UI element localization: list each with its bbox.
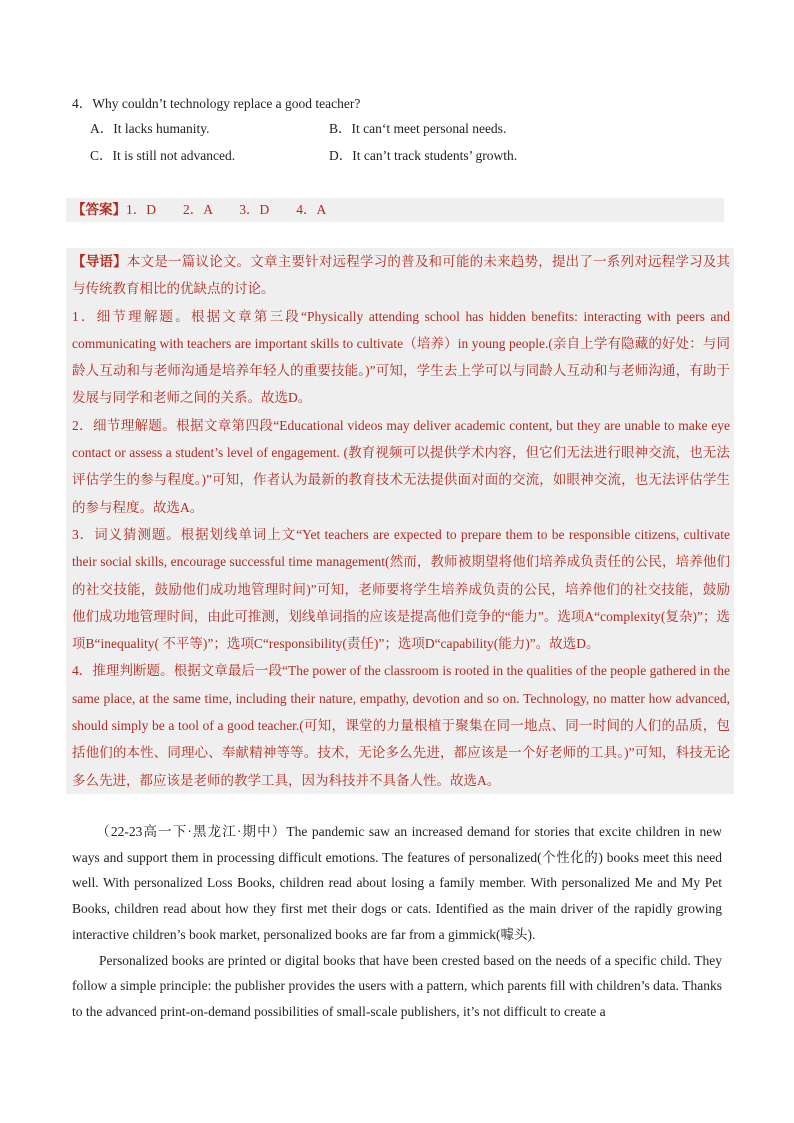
- passage-paragraph-2: Personalized books are printed or digital books that have been crested based on the needs of a specific child. They follow a simple principle: the publisher provides the users with a pattern, which parents fill with children’s data. Thanks to the advanced print-on-demand possibilities of small-scale publishers, it’s not difficult to create a: [72, 952, 722, 1019]
- passage-paragraph-1: （22-23高一下·黑龙江·期中）The pandemic saw an increased demand for stories that excite children in new ways and support them in processing difficult emotions. The features of personalized(个性化的) books meet this need well. With personalized Loss Books, children read about losing a family member. With personalized Me and My Pet Books, children read about how they first met their dogs or cats. Identified as the main driver of the rapidly growing interactive children’s book market, personalized books are far from a gimmick(噱头).: [72, 824, 722, 942]
- guide-intro-paragraph: [72, 248, 730, 303]
- guide-box: [66, 248, 734, 794]
- options-row-1: [72, 115, 732, 142]
- explanation-3: 3．词义猜测题。根据划线单词上文“Yet teachers are expected to prepare them to be responsible citizens, cultivate their social skills, encourage successful time management(然而，教师被期望将他们培养成负责任的公民，培养他们的社交技能，鼓励他们成功地管理时间)”可知，老师要将学生培养成负责的公民，培养他们的社交技能，鼓励他们成功地管理时间，由此可推测，划线单词指的应该是提高他们竞争的“能力”。选项A“complexity(复杂)”；选项B“inequality( 不平等)”；选项C“responsibility(责任)”；选项D“capability(能力)”。故选D。: [72, 526, 730, 652]
- guide-intro: 本文是一篇议论文。文章主要针对远程学习的普及和可能的未来趋势，提出了一系列对远程学习及其与传统教育相比的优缺点的讨论。: [72, 254, 731, 297]
- reading-passage: [72, 819, 722, 1025]
- question-4: [72, 93, 732, 169]
- option-c: C．It is still not advanced.: [90, 148, 236, 163]
- option-b: B．It can‘t meet personal needs.: [329, 121, 507, 136]
- explanation-1: 1．细节理解题。根据文章第三段“Physically attending school has hidden benefits: interacting with peers and communicating with teachers are important skills to cultivate（培养）in young people.(亲自上学有隐藏的好处：与同龄人互动和与老师沟通是培养年轻人的重要技能。)”可知，学生去上学可以与同龄人互动和与老师沟通，有助于发展与同学和老师之间的关系。故选D。: [72, 308, 730, 406]
- option-d: D．It can’t track students’ growth.: [329, 148, 518, 163]
- options-row-2: [72, 142, 732, 169]
- explanation-4: 4．推理判断题。根据文章最后一段“The power of the classroom is rooted in the qualities of the people gathered in the same place, at the same time, including their nature, empathy, devotion and so on. Technology, no matter how advanced, should simply be a tool of a good teacher.(可知，课堂的力量根植于聚集在同一地点、同一时间的人们的品质，包括他们的本性、同理心、奉献精神等等。技术，无论多么先进，都应该是一个好老师的工具。)”可知，科技无论多么先进，都应该是老师的教学工具，因为科技并不具备人性。故选A。: [72, 663, 730, 788]
- explanation-2: 2．细节理解题。根据文章第四段“Educational videos may deliver academic content, but they are unable to make eye contact or assess a student’s level of engagement. (教育视频可以提供学术内容，但它们无法进行眼神交流，也无法评估学生的参与程度。)”可知，作者认为最新的教育技术无法提供面对面的交流，如眼神交流，也无法评估学生的参与程度。故选A。: [72, 417, 730, 515]
- question-stem: 4．Why couldn’t technology replace a good teacher?: [72, 96, 361, 111]
- option-a: A．It lacks humanity.: [90, 121, 210, 136]
- answer-label: 【答案】: [72, 202, 126, 217]
- answer-box: [66, 198, 724, 222]
- guide-label: 【导语】: [72, 254, 127, 269]
- answer-text: 1．D 2．A 3．D 4．A: [126, 202, 327, 217]
